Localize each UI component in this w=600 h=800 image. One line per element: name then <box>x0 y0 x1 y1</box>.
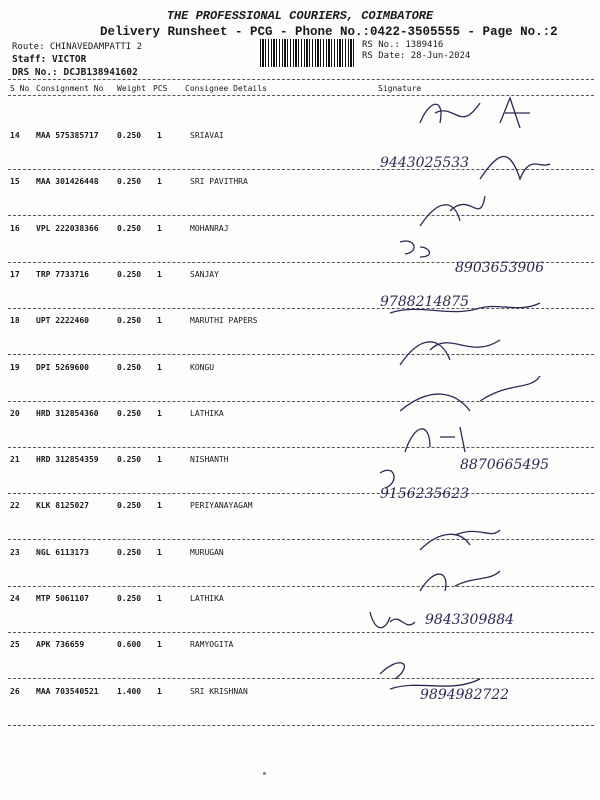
rs-date: RS Date: 28-Jun-2024 <box>362 51 471 61</box>
page-title: THE PROFESSIONAL COURIERS, COIMBATORE <box>166 9 434 23</box>
row-weight: 0.250 <box>117 131 142 140</box>
staff-label: Staff: VICTOR <box>12 54 87 65</box>
row-consignment-no: NGL 6113173 <box>36 547 89 557</box>
row-pcs: 1 <box>157 640 162 650</box>
row-sno: 20 <box>10 408 20 418</box>
column-header-sno: S No <box>10 84 30 93</box>
row-sno: 24 <box>10 594 20 603</box>
row-consignment-no: HRD 312854359 <box>36 455 99 465</box>
row-weight: 0.250 <box>117 594 142 603</box>
signature-phone-number: 9443025533 <box>380 155 470 172</box>
row-sno: 14 <box>10 131 20 140</box>
row-consignment-no: MAA 575385717 <box>36 131 99 140</box>
row-sno: 15 <box>10 177 20 187</box>
row-consignment-no: HRD 312854360 <box>36 408 99 418</box>
row-consignment-no: KLK 8125027 <box>36 501 89 511</box>
row-sno: 19 <box>10 362 20 372</box>
row-pcs: 1 <box>157 362 162 372</box>
row-pcs: 1 <box>157 316 162 326</box>
row-consignee: SRIAVAI <box>190 131 224 140</box>
handwritten-signature <box>360 556 600 608</box>
column-header-weight: Weight <box>117 84 146 93</box>
row-pcs: 1 <box>157 547 162 557</box>
row-consignment-no: APK 736659 <box>36 640 85 650</box>
row-weight: 0.250 <box>117 223 142 233</box>
row-sno: 16 <box>10 223 20 233</box>
row-pcs: 1 <box>157 686 162 696</box>
handwritten-signature <box>360 649 600 701</box>
row-weight: 0.250 <box>117 362 142 372</box>
route-label: Route: CHINAVEDAMPATTI 2 <box>12 42 143 52</box>
row-pcs: 1 <box>157 455 162 465</box>
row-divider <box>8 725 594 726</box>
signature-phone-number: 9843309884 <box>425 612 515 629</box>
row-consignment-no: TRP 7733716 <box>36 269 89 279</box>
row-pcs: 1 <box>157 501 162 511</box>
row-weight: 0.250 <box>117 501 142 511</box>
row-consignee: MARUTHI PAPERS <box>190 316 258 326</box>
scan-speck <box>263 772 266 775</box>
row-weight: 0.600 <box>117 640 142 650</box>
signature-phone-number: 8903653906 <box>455 259 545 276</box>
row-consignee: SRI PAVITHRA <box>190 177 248 187</box>
row-pcs: 1 <box>157 223 162 233</box>
row-sno: 18 <box>10 316 20 326</box>
signature-phone-number: 9894982722 <box>420 686 510 703</box>
handwritten-signature <box>360 325 600 377</box>
row-sno: 25 <box>10 640 20 650</box>
row-consignment-no: MTP 5061107 <box>36 594 89 603</box>
row-weight: 0.250 <box>117 177 142 187</box>
column-header-pcs: PCS <box>153 84 168 93</box>
row-consignment-no: VPL 222038366 <box>36 223 99 233</box>
row-consignment-no: DPI 5269600 <box>36 362 89 372</box>
signature-phone-number: 9156235623 <box>380 486 470 503</box>
row-sno: 23 <box>10 547 20 557</box>
row-sno: 17 <box>10 269 20 279</box>
row-consignment-no: MAA 703540521 <box>36 686 99 696</box>
handwritten-signature <box>360 278 600 330</box>
handwritten-signature <box>360 139 600 191</box>
row-consignee: SANJAY <box>190 269 219 279</box>
handwritten-signature <box>360 417 600 474</box>
row-pcs: 1 <box>157 131 162 140</box>
row-consignment-no: UPT 2222460 <box>36 316 89 326</box>
row-consignee: MOHANRAJ <box>190 223 229 233</box>
row-pcs: 1 <box>157 408 162 418</box>
row-weight: 0.250 <box>117 269 142 279</box>
row-consignee: MURUGAN <box>190 547 224 557</box>
barcode-image <box>260 39 356 67</box>
drs-number: DRS No.: DCJB138941602 <box>12 67 138 78</box>
row-pcs: 1 <box>157 594 162 603</box>
row-consignee: LATHIKA <box>190 408 224 418</box>
row-consignee: LATHIKA <box>190 594 224 603</box>
row-consignee: SRI KRISHNAN <box>190 686 248 696</box>
handwritten-signature <box>360 186 600 238</box>
row-pcs: 1 <box>157 177 162 187</box>
handwritten-signature <box>360 602 600 654</box>
signature-phone-number: 9788214875 <box>380 294 470 311</box>
handwritten-signature <box>360 371 600 423</box>
signature-phone-number: 8870665495 <box>460 457 550 474</box>
row-pcs: 1 <box>157 269 162 279</box>
row-sno: 21 <box>10 455 20 465</box>
runsheet-subtitle: Delivery Runsheet - PCG - Phone No.:0422-3505555 - Page No.:2 <box>100 25 558 39</box>
column-header-signature: Signature <box>378 84 422 93</box>
row-weight: 0.250 <box>117 316 142 326</box>
row-sno: 26 <box>10 686 20 696</box>
row-weight: 1.400 <box>117 686 142 696</box>
row-consignment-no: MAA 301426448 <box>36 177 99 187</box>
column-header-consignment: Consignment No <box>36 84 104 93</box>
row-sno: 22 <box>10 501 20 511</box>
row-consignee: KONGU <box>190 362 215 372</box>
header-divider-top <box>8 79 594 80</box>
row-consignee: PERIYANAYAGAM <box>190 501 253 511</box>
handwritten-signature <box>360 510 600 562</box>
row-weight: 0.250 <box>117 455 142 465</box>
row-weight: 0.250 <box>117 408 142 418</box>
row-consignee: RAMYOGITA <box>190 640 234 650</box>
rs-number: RS No.: 1389416 <box>362 40 444 50</box>
handwritten-signature <box>360 463 600 515</box>
handwritten-signature <box>360 232 600 284</box>
handwritten-signature <box>360 93 600 145</box>
column-header-consignee: Consignee Details <box>185 84 267 93</box>
row-weight: 0.250 <box>117 547 142 557</box>
row-consignee: NISHANTH <box>190 455 229 465</box>
